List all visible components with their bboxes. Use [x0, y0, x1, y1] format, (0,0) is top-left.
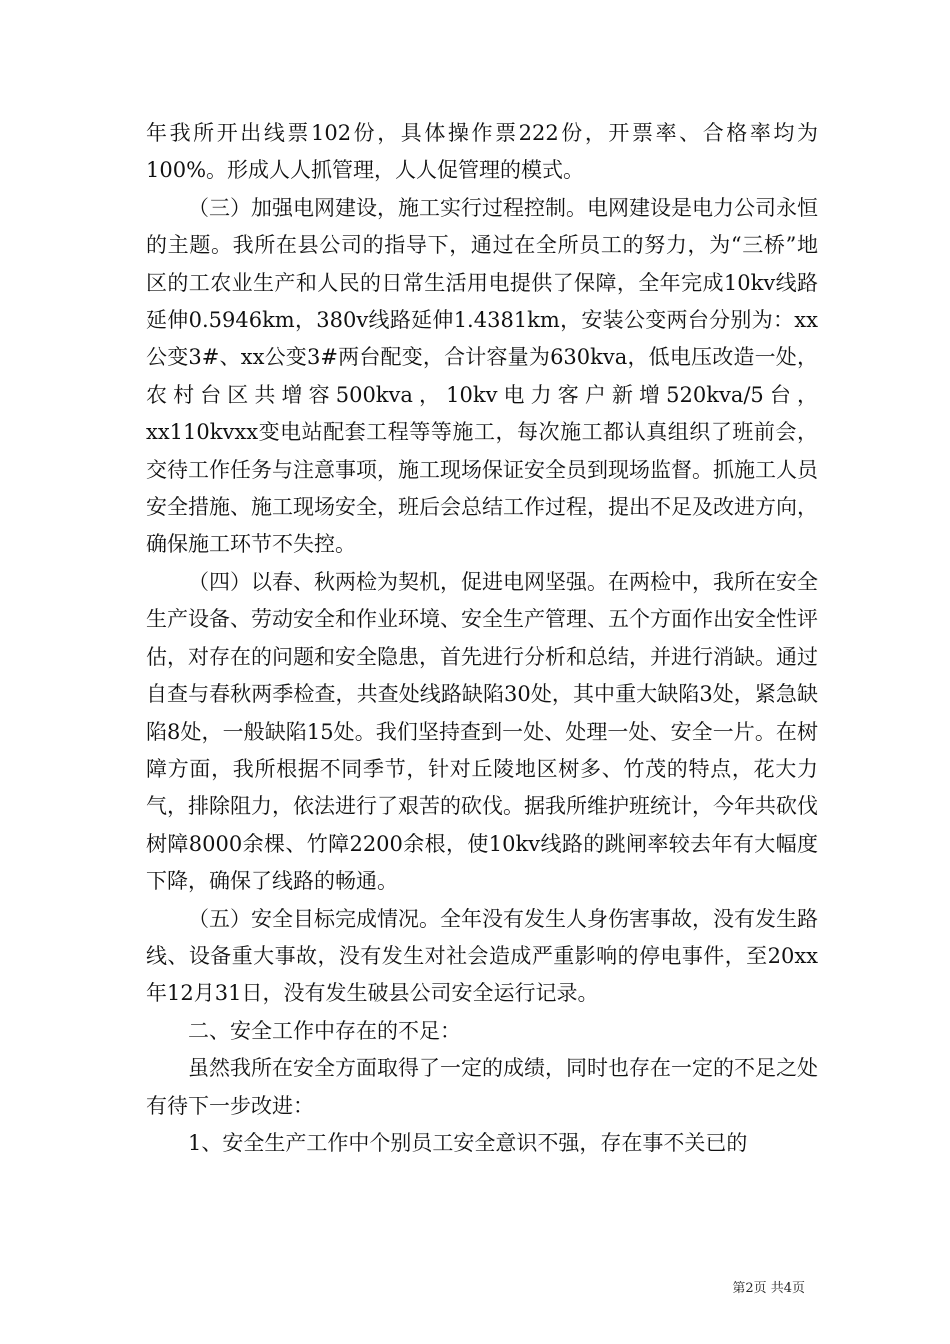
page-number: 第2页 共4页 [732, 1281, 805, 1296]
paragraph-4: （五）安全目标完成情况。全年没有发生人身伤害事故，没有发生路线、设备重大事故，没有发生对社会造成严重影响的停电事件，至20xx年12月31日，没有发生破县公司安全运行记录。 [146, 906, 818, 1006]
paragraph-3: （四）以春、秋两检为契机，促进电网坚强。在两检中，我所在安全生产设备、劳动安全和作业环境、安全生产管理、五个方面作出安全性评估，对存在的问题和安全隐患，首先进行分析和总结，并进行消缺。通过自查与春秋两季检查，共查处线路缺陷30处，其中重大缺陷3处，紧急缺陷8处，一般缺陷15处。我们坚持查到一处、处理一处、安全一片。在树障方面，我所根据不同季节，针对丘陵地区树多、竹茂的特点，花大力气，排除阻力，依法进行了艰苦的砍伐。据我所维护班统计，今年共砍伐树障8000余棵、竹障2200余根，使10kv线路的跳闸率较去年有大幅度下降，确保了线路的畅通。 [146, 569, 818, 894]
paragraph-2: （三）加强电网建设，施工实行过程控制。电网建设是电力公司永恒的主题。我所在县公司的指导下，通过在全所员工的努力，为“三桥”地区的工农业生产和人民的日常生活用电提供了保障，全年完成10kv线路延伸0.5946km，380v线路延伸1.4381km，安装公变两台分别为：xx公变3#、xx公变3#两台配变，合计容量为630kva，低电压改造一处，农村台区共增容500kva，10kv电力客户新增520kva/5台，xx110kvxx变电站配套工程等等施工，每次施工都认真组织了班前会，交待工作任务与注意事项，施工现场保证安全员到现场监督。抓施工人员安全措施、施工现场安全，班后会总结工作过程，提出不足及改进方向，确保施工环节不失控。 [146, 195, 818, 557]
paragraph-1: 年我所开出线票102份，具体操作票222份，开票率、合格率均为100%。形成人人抓管理，人人促管理的模式。 [146, 121, 818, 183]
section-heading: 二、安全工作中存在的不足： [188, 1018, 461, 1043]
paragraph-7: 1、安全生产工作中个别员工安全意识不强，存在事不关已的 [188, 1130, 748, 1155]
document-body [146, 115, 818, 1162]
paragraph-6: 虽然我所在安全方面取得了一定的成绩，同时也存在一定的不足之处有待下一步改进： [146, 1056, 818, 1118]
